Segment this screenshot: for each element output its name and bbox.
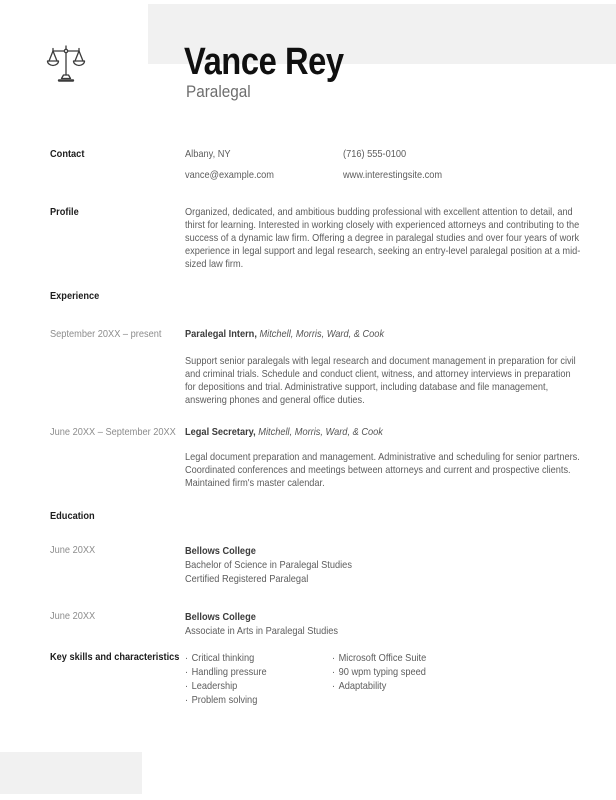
education-school: Bellows College — [185, 545, 256, 557]
section-label-profile: Profile — [50, 206, 79, 218]
skills-column-1 — [185, 651, 278, 707]
skill-label: Leadership — [191, 680, 238, 692]
skill-item — [332, 665, 426, 679]
education-degree: Bachelor of Science in Paralegal Studies — [185, 559, 352, 571]
experience-dates: June 20XX – September 20XX — [50, 426, 176, 438]
bullet-dot: · — [332, 666, 336, 678]
skill-label: Microsoft Office Suite — [338, 652, 427, 664]
contact-content — [185, 148, 590, 190]
skills-column-2 — [332, 651, 439, 693]
education-entry-content — [185, 610, 590, 638]
education-entry — [50, 544, 590, 586]
bullet-dot: · — [332, 680, 336, 692]
contact-website: www.interestingsite.com — [343, 169, 443, 181]
contact-location: Albany, NY — [185, 148, 231, 160]
education-date: June 20XX — [50, 544, 96, 556]
person-name: Vance Rey — [184, 41, 344, 83]
contact-phone: (716) 555-0100 — [343, 148, 407, 160]
skill-item — [185, 679, 267, 693]
job-title: Paralegal — [186, 82, 251, 101]
profile-content — [185, 206, 616, 271]
experience-title-line — [185, 328, 583, 341]
skill-item — [332, 651, 426, 665]
bullet-dot: · — [185, 652, 189, 664]
experience-title-line — [185, 426, 583, 439]
education-degree: Associate in Arts in Paralegal Studies — [185, 625, 339, 637]
education-school: Bellows College — [185, 611, 256, 623]
section-label-skills: Key skills and characteristics — [50, 651, 180, 663]
profile-section — [50, 206, 590, 271]
experience-entry — [50, 426, 590, 490]
section-label-experience: Experience — [50, 290, 100, 302]
skill-label: Critical thinking — [191, 652, 255, 664]
bullet-dot: · — [185, 694, 189, 706]
experience-entry-content — [185, 426, 616, 490]
experience-description: Support senior paralegals with legal research and document management in preparation for civil and criminal trials. Schedule and conduct client, witness, and attorney interviews in preparation for depositions and trial. Administrative support, including database and file management, answering phones and general office duties. — [185, 355, 576, 406]
experience-entry-content — [185, 328, 616, 407]
profile-text: Organized, dedicated, and ambitious budding professional with excellent attention to detail, and thirst for learning. Interested in working closely with experienced attorneys and contributing to the success of a dynamic law firm. Offering a degree in paralegal studies and over four years of work experience in legal support and legal research, seeking an entry-level paralegal position at a mid-sized law firm. — [185, 206, 581, 270]
contact-row — [185, 148, 590, 169]
bullet-dot: · — [332, 652, 336, 664]
skills-section — [50, 651, 590, 711]
bullet-dot: · — [185, 680, 189, 692]
experience-description: Legal document preparation and management. Administrative and scheduling for senior partners. Coordinated conferences and meetings between attorneys and current and prospective clients. Maintained firm's master calendar. — [185, 451, 580, 489]
experience-company: Mitchell, Morris, Ward, & Cook — [258, 426, 383, 438]
skill-label: Handling pressure — [191, 666, 267, 678]
experience-entry — [50, 328, 590, 407]
experience-company: Mitchell, Morris, Ward, & Cook — [259, 328, 385, 340]
skill-item — [332, 679, 426, 693]
education-entry-content — [185, 544, 590, 586]
contact-row — [185, 169, 590, 190]
scales-of-justice-icon — [46, 44, 86, 84]
section-label-education: Education — [50, 510, 95, 522]
section-label-contact: Contact — [50, 148, 85, 160]
education-date: June 20XX — [50, 610, 96, 622]
education-certification: Certified Registered Paralegal — [185, 573, 309, 585]
education-header — [50, 510, 590, 523]
footer-band — [0, 752, 142, 794]
experience-header — [50, 290, 590, 303]
experience-role: Legal Secretary, — [185, 426, 256, 438]
skill-label: 90 wpm typing speed — [338, 666, 426, 678]
experience-role: Paralegal Intern, — [185, 328, 257, 340]
skill-label: Adaptability — [338, 680, 387, 692]
experience-dates: September 20XX – present — [50, 328, 162, 340]
skill-item — [185, 665, 267, 679]
skill-item — [185, 651, 267, 665]
skill-item — [185, 693, 267, 707]
education-entry — [50, 610, 590, 638]
contact-section — [50, 148, 590, 190]
skill-label: Problem solving — [191, 694, 258, 706]
contact-email: vance@example.com — [185, 169, 274, 181]
bullet-dot: · — [185, 666, 189, 678]
